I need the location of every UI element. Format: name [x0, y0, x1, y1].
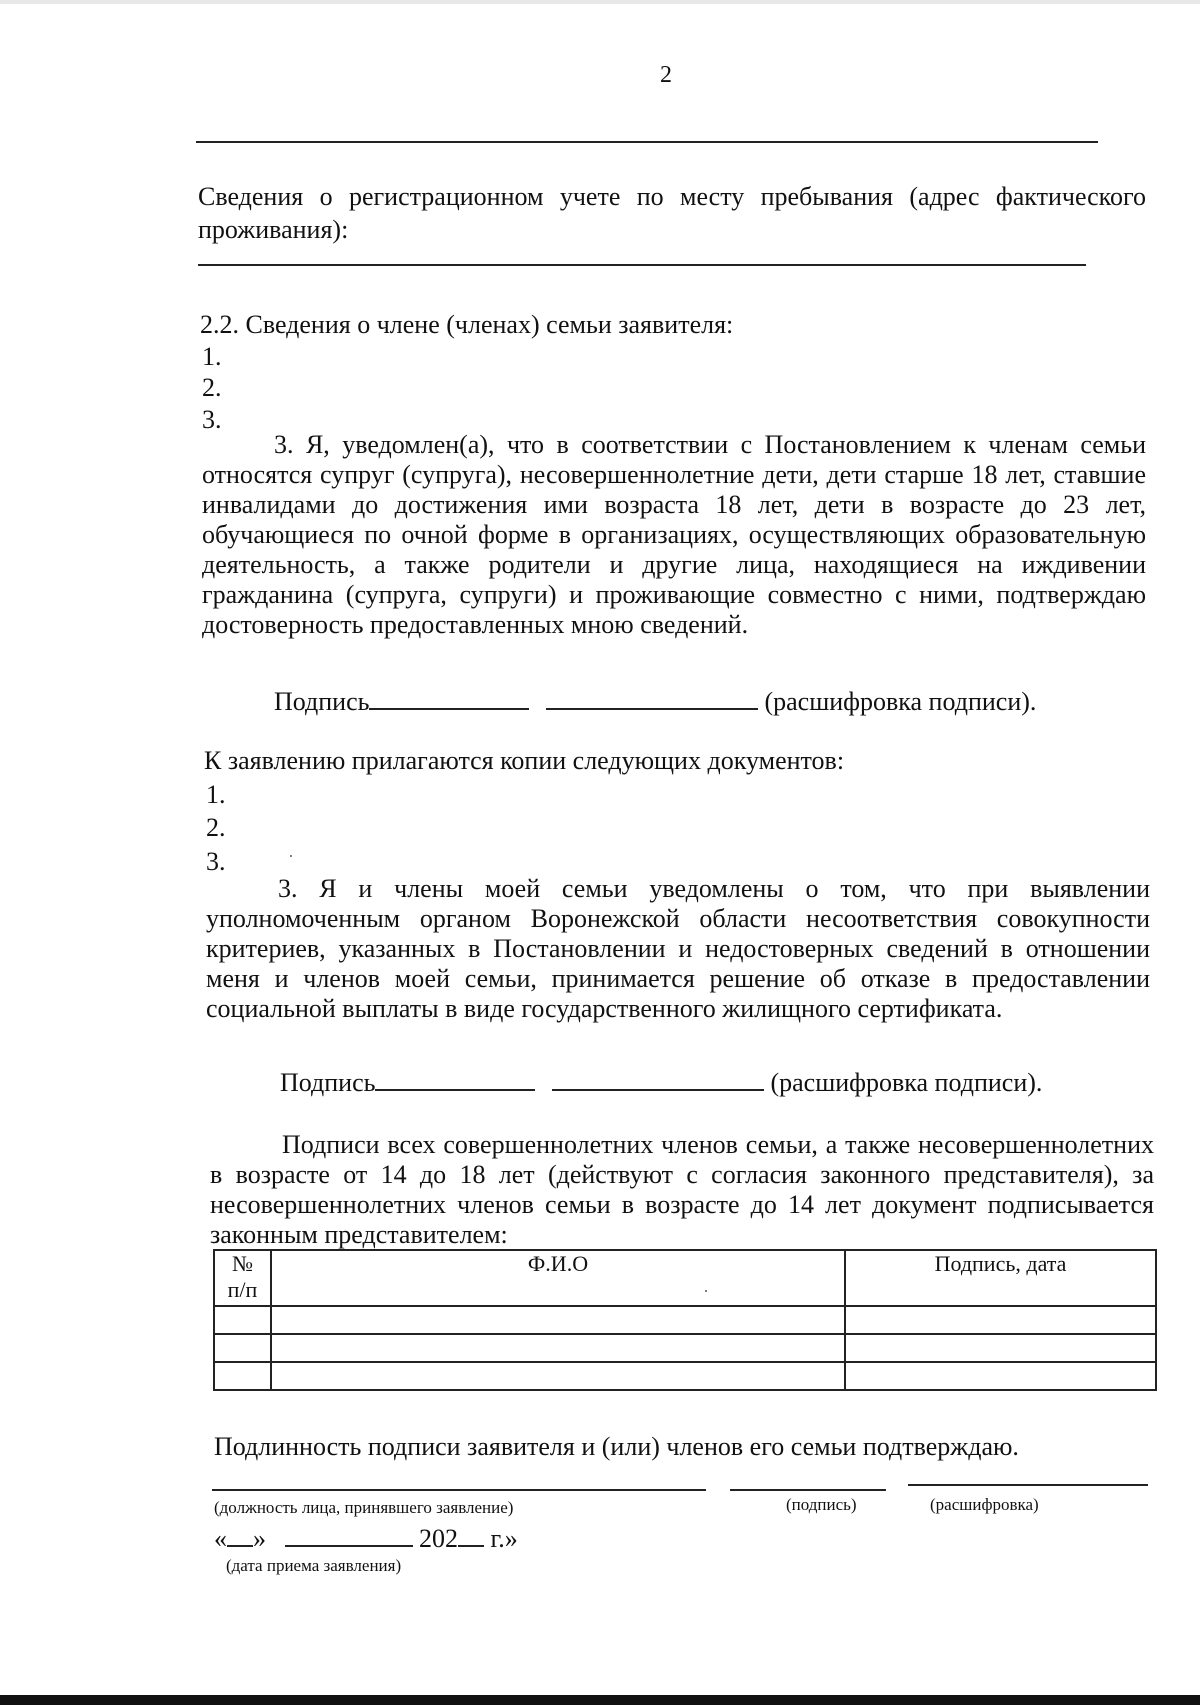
scan-top-edge — [0, 0, 1200, 4]
family-item-2: 2. — [202, 373, 222, 402]
date-day-field[interactable] — [227, 1525, 253, 1547]
authenticity-statement: Подлинность подписи заявителя и (или) членов его семьи подтверждаю. — [214, 1432, 1019, 1461]
col-number-header — [214, 1250, 271, 1306]
registration-info-label: Сведения о регистрационном учете по месту пребывания (адрес фактического проживания): — [198, 182, 1146, 244]
consent-paragraph-1: 3. Я, уведомлен(а), что в соответствии с Постановлением к членам семьи относятся супруг (супруга), несовершеннолетние дети, дети старше 18 лет, ставшие инвалидами до достижения ими возраста 18 лет, дети в возрасте до 23 лет, обучающиеся по очной форме в организациях, осуществляющих образовательную деятельность, а также родители и другие лица, находящиеся на иждивении гражданина (супруга, супруги) и проживающие совместно с ними, подтверждаю достоверность предоставленных мною сведений. — [202, 430, 1146, 639]
attachment-item-1: 1. — [206, 780, 226, 809]
col-number-line2: п/п — [227, 1277, 258, 1302]
table-header-row — [214, 1250, 1156, 1306]
date-open-quote: « — [214, 1524, 227, 1553]
scan-speck — [290, 855, 292, 857]
col-number-line1: № — [232, 1251, 253, 1276]
date-close-quote: » — [253, 1524, 266, 1553]
decoding-blank-line[interactable] — [908, 1484, 1148, 1486]
table-cell-sign[interactable] — [845, 1362, 1156, 1390]
table-cell-fio[interactable] — [271, 1362, 845, 1390]
decoding-caption: (расшифровка) — [930, 1495, 1039, 1514]
attachments-heading: К заявлению прилагаются копии следующих документов: — [204, 746, 845, 775]
date-year-field[interactable] — [458, 1525, 484, 1547]
family-item-1: 1. — [202, 342, 222, 371]
signature-row-2 — [280, 1065, 1042, 1098]
position-blank-line[interactable] — [212, 1489, 706, 1491]
signature-field-2[interactable] — [375, 1065, 535, 1091]
attachment-item-2: 2. — [206, 813, 226, 842]
date-month-field[interactable] — [285, 1525, 413, 1547]
table-cell-num[interactable] — [214, 1334, 271, 1362]
page-number: 2 — [660, 62, 672, 88]
table-cell-fio[interactable] — [271, 1306, 845, 1334]
table-cell-num[interactable] — [214, 1362, 271, 1390]
col-sign-header: Подпись, дата — [845, 1250, 1156, 1306]
signature-decoding-field-2[interactable] — [552, 1065, 764, 1091]
table-row — [214, 1362, 1156, 1390]
scan-bottom-edge — [0, 1695, 1200, 1705]
signature-decoding-label-2: (расшифровка подписи). — [770, 1068, 1043, 1097]
signature-label-1: Подпись — [274, 687, 370, 716]
position-caption: (должность лица, принявшего заявление) — [214, 1498, 514, 1517]
all-members-note: Подписи всех совершеннолетних членов семьи, а также несовершеннолетних в возрасте от 14 до 18 лет (действуют с согласия законного представителя), за несовершеннолетних членов семьи в возрасте до 14 лет документ подписывается законным представителем: — [210, 1130, 1154, 1249]
date-line — [214, 1524, 518, 1554]
signature-row-1 — [274, 684, 1036, 717]
family-item-3: 3. — [202, 405, 222, 434]
consent-paragraph-2: 3. Я и члены моей семьи уведомлены о том, что при выявлении уполномоченным органом Воронежской области несоответствия совокупности критериев, указанных в Постановлении и недостоверных сведений в отношении меня и членов моей семьи, принимается решение об отказе в предоставлении социальной выплаты в виде государственного жилищного сертификата. — [206, 874, 1150, 1023]
scan-speck — [705, 1290, 707, 1292]
table-cell-fio[interactable] — [271, 1334, 845, 1362]
date-year-suffix: г.» — [490, 1524, 518, 1553]
table-cell-sign[interactable] — [845, 1306, 1156, 1334]
signature-blank-line[interactable] — [730, 1489, 886, 1491]
signature-decoding-field-1[interactable] — [546, 684, 758, 710]
registration-blank-line — [198, 264, 1086, 266]
signature-field-1[interactable] — [369, 684, 529, 710]
family-section-heading: 2.2. Сведения о члене (членах) семьи заявителя: — [200, 310, 734, 339]
date-year: 202 — [419, 1524, 458, 1553]
signature-decoding-label-1: (расшифровка подписи). — [764, 687, 1037, 716]
table-row — [214, 1306, 1156, 1334]
signature-caption: (подпись) — [786, 1495, 857, 1514]
family-signatures-table — [213, 1249, 1157, 1391]
date-caption: (дата приема заявления) — [226, 1556, 402, 1575]
table-cell-num[interactable] — [214, 1306, 271, 1334]
address-blank-line — [196, 141, 1098, 143]
attachment-item-3: 3. — [206, 847, 226, 876]
col-fio-header: Ф.И.О — [271, 1250, 845, 1306]
table-row — [214, 1334, 1156, 1362]
signature-label-2: Подпись — [280, 1068, 376, 1097]
table-cell-sign[interactable] — [845, 1334, 1156, 1362]
